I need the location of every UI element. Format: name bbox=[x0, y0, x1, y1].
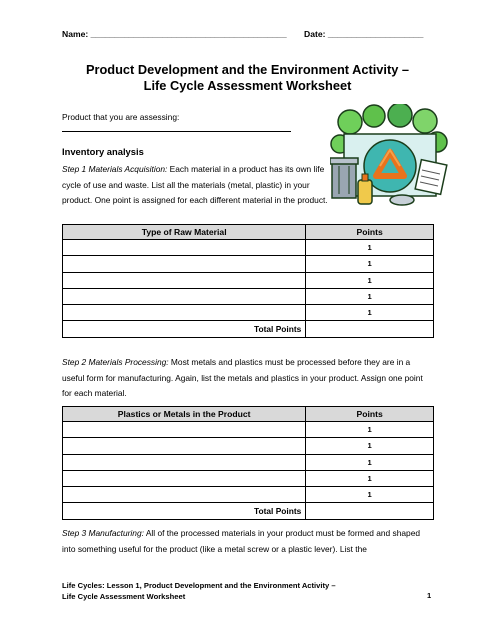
paper-stack-icon bbox=[415, 160, 447, 195]
material-input-cell[interactable] bbox=[63, 470, 306, 486]
inventory-heading: Inventory analysis bbox=[62, 146, 144, 157]
table-row bbox=[63, 470, 434, 486]
table-row bbox=[63, 256, 434, 272]
product-prompt: Product that you are assessing: bbox=[62, 112, 180, 122]
step1-title: Step 1 Materials Acquisition: bbox=[62, 164, 168, 174]
step2-paragraph bbox=[62, 355, 434, 402]
points-cell: 1 bbox=[306, 240, 434, 256]
material-input-cell[interactable] bbox=[63, 240, 306, 256]
material-input-cell[interactable] bbox=[63, 438, 306, 454]
page-number: 1 bbox=[427, 591, 432, 600]
trash-can-icon bbox=[330, 158, 358, 198]
name-field[interactable]: Name: _________________________________________ bbox=[62, 29, 287, 39]
total-points-input[interactable] bbox=[306, 321, 434, 337]
total-points-input[interactable] bbox=[306, 503, 434, 519]
points-cell: 1 bbox=[306, 256, 434, 272]
step3-title: Step 3 Manufacturing: bbox=[62, 528, 144, 538]
points-cell: 1 bbox=[306, 422, 434, 438]
can-icon bbox=[390, 195, 414, 205]
raw-material-header: Type of Raw Material bbox=[63, 225, 306, 240]
plastics-metals-table bbox=[62, 406, 434, 520]
material-input-cell[interactable] bbox=[63, 305, 306, 321]
points-cell: 1 bbox=[306, 288, 434, 304]
total-row bbox=[63, 503, 434, 519]
table-row bbox=[63, 305, 434, 321]
table-row bbox=[63, 454, 434, 470]
points-cell: 1 bbox=[306, 305, 434, 321]
step2-title: Step 2 Materials Processing: bbox=[62, 357, 169, 367]
product-answer-line[interactable] bbox=[62, 131, 291, 132]
page-title-line2: Life Cycle Assessment Worksheet bbox=[143, 78, 352, 93]
points-header: Points bbox=[306, 225, 434, 240]
raw-material-table bbox=[62, 224, 434, 338]
step3-text: All of the processed materials in your product must be formed and shaped into something useful for the product (like a metal screw or a plastic lever). List the bbox=[62, 528, 421, 554]
material-input-cell[interactable] bbox=[63, 487, 306, 503]
header-fields bbox=[62, 29, 442, 39]
recycling-clipart bbox=[330, 104, 448, 212]
total-points-label: Total Points bbox=[63, 321, 306, 337]
material-input-cell[interactable] bbox=[63, 422, 306, 438]
footer-line2: Life Cycle Assessment Worksheet bbox=[62, 592, 186, 601]
material-input-cell[interactable] bbox=[63, 272, 306, 288]
points-cell: 1 bbox=[306, 487, 434, 503]
material-input-cell[interactable] bbox=[63, 288, 306, 304]
table-row bbox=[63, 422, 434, 438]
footer-line1: Life Cycles: Lesson 1, Product Development and the Environment Activity – bbox=[62, 581, 336, 590]
table-row bbox=[63, 240, 434, 256]
step3-paragraph bbox=[62, 526, 434, 557]
date-field[interactable]: Date: ____________________ bbox=[304, 29, 424, 39]
table-row bbox=[63, 438, 434, 454]
step1-paragraph bbox=[62, 162, 330, 209]
material-input-cell[interactable] bbox=[63, 256, 306, 272]
step1-text: Each material in a product has its own life cycle of use and waste. List all the materials (metal, plastic) in your product. One point is assigned for each different material in the product. bbox=[62, 164, 328, 206]
points-cell: 1 bbox=[306, 454, 434, 470]
points-header: Points bbox=[306, 407, 434, 422]
table-row bbox=[63, 272, 434, 288]
material-input-cell[interactable] bbox=[63, 454, 306, 470]
points-cell: 1 bbox=[306, 272, 434, 288]
page-title-line1: Product Development and the Environment Activity – bbox=[85, 62, 410, 77]
points-cell: 1 bbox=[306, 438, 434, 454]
plastics-metals-header: Plastics or Metals in the Product bbox=[63, 407, 306, 422]
total-points-label: Total Points bbox=[63, 503, 306, 519]
total-row bbox=[63, 321, 434, 337]
table-row bbox=[63, 288, 434, 304]
table-row bbox=[63, 487, 434, 503]
step2-text: Most metals and plastics must be processed before they are in a useful form for manufacturing. Again, list the metals and plastics in your product. Assign one point for each material. bbox=[62, 357, 423, 399]
points-cell: 1 bbox=[306, 470, 434, 486]
page-footer bbox=[62, 580, 434, 602]
